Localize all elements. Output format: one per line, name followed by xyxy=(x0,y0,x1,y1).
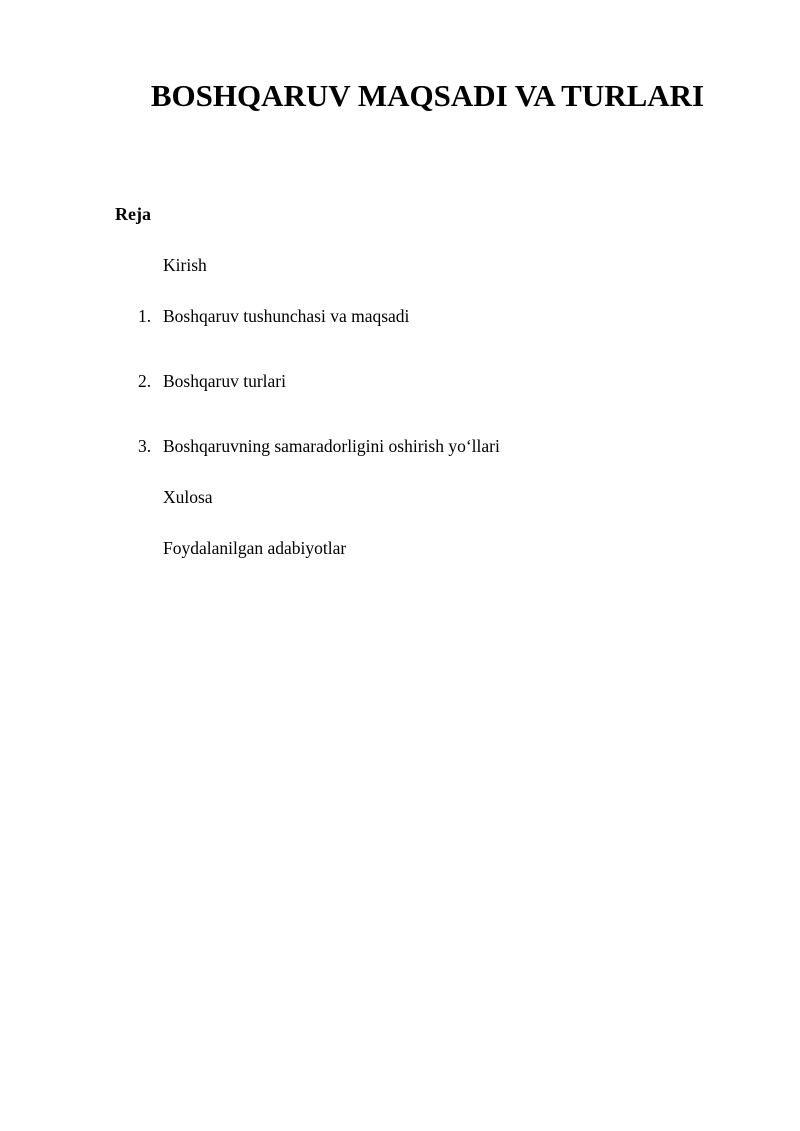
plan-heading: Reja xyxy=(115,204,151,224)
plan-item-3: Boshqaruvning samaradorligini oshirish yo‘llari xyxy=(163,436,500,456)
plan-item-2: Boshqaruv turlari xyxy=(163,371,286,391)
plan-item-number-1: 1. xyxy=(138,306,152,326)
plan-item-intro: Kirish xyxy=(163,255,207,275)
page-title: BOSHQARUV MAQSADI VA TURLARI xyxy=(150,78,705,113)
plan-item-number-3: 3. xyxy=(138,436,152,456)
plan-item-1: Boshqaruv tushunchasi va maqsadi xyxy=(163,306,410,326)
plan-item-number-2: 2. xyxy=(138,371,152,391)
plan-item-conclusion: Xulosa xyxy=(163,487,213,507)
plan-item-references: Foydalanilgan adabiyotlar xyxy=(163,538,347,558)
